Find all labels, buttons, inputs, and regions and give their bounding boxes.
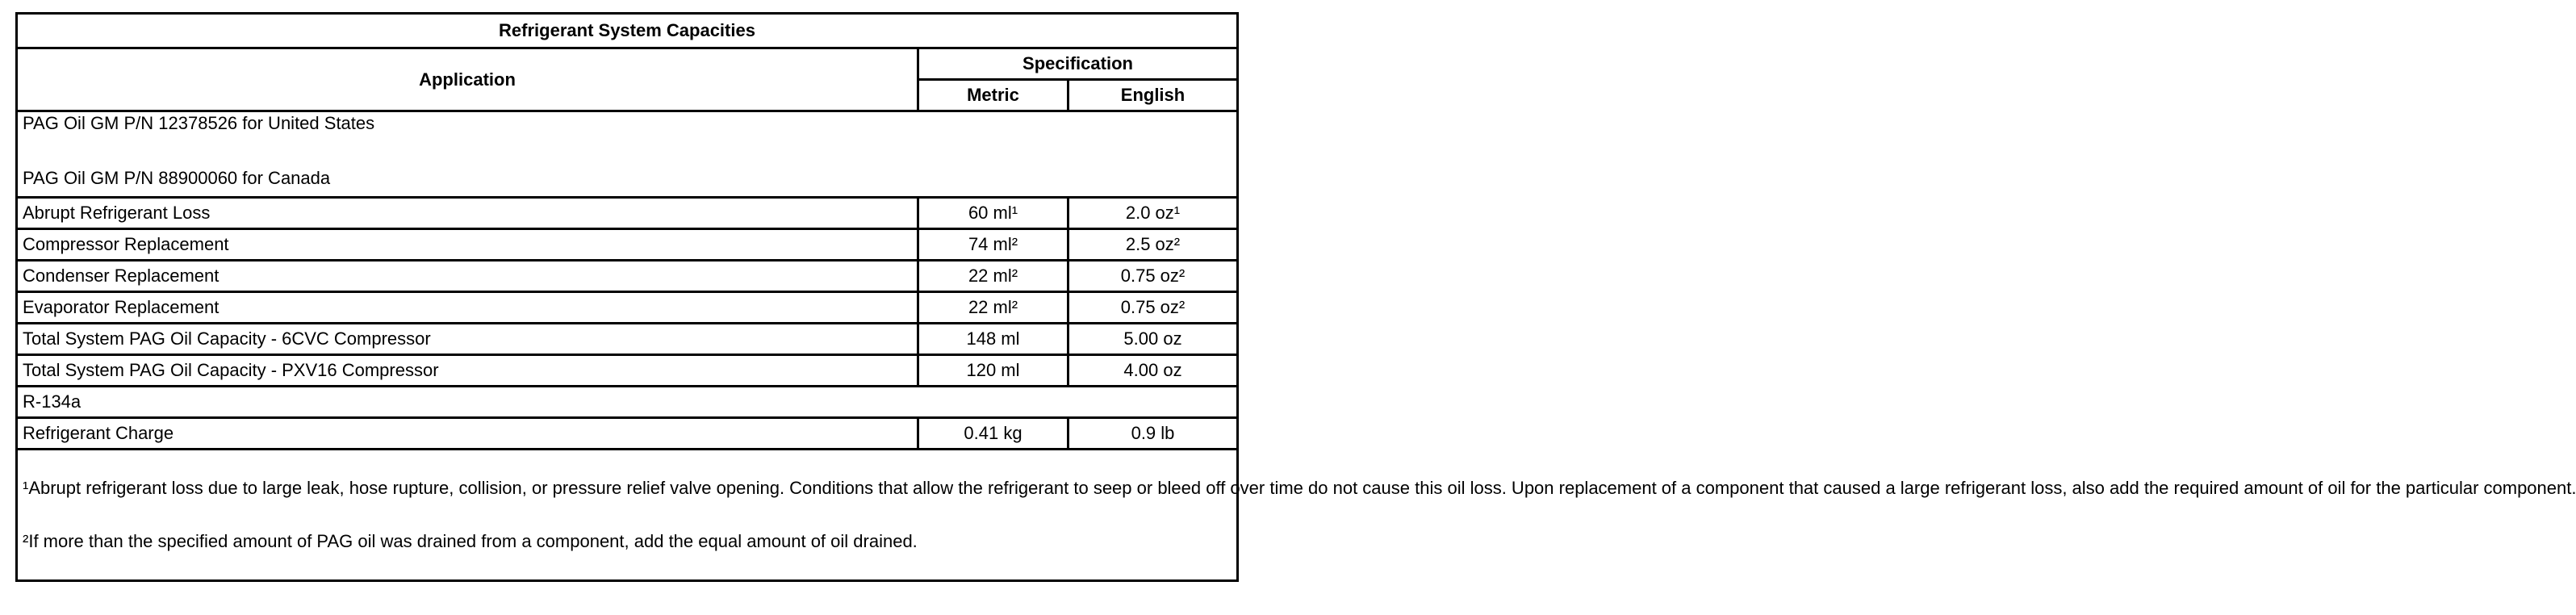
row-application: Total System PAG Oil Capacity - 6CVC Compressor [17, 324, 918, 355]
footnotes-cell [17, 450, 2576, 581]
pag-oil-canada: PAG Oil GM P/N 88900060 for Canada [23, 168, 331, 188]
row-english: 0.75 oz² [1068, 292, 1238, 324]
pag-oil-cell [17, 111, 1238, 198]
row-metric: 120 ml [918, 355, 1068, 387]
row-application: Evaporator Replacement [17, 292, 918, 324]
row-english: 0.9 lb [1068, 418, 1238, 450]
row-english: 4.00 oz [1068, 355, 1238, 387]
refrigerant-type-row [17, 387, 1238, 418]
header-metric: Metric [918, 80, 1068, 111]
row-metric: 60 ml¹ [918, 198, 1068, 229]
row-english: 2.5 oz² [1068, 229, 1238, 261]
table-title: Refrigerant System Capacities [17, 14, 1238, 48]
table-row [17, 261, 1238, 292]
row-metric: 74 ml² [918, 229, 1068, 261]
refrigerant-capacities-table [15, 12, 2576, 582]
pag-oil-spacer [23, 140, 1232, 168]
table-title-row [17, 14, 1238, 48]
table-row [17, 292, 1238, 324]
header-row-specification [17, 48, 1238, 80]
table-row [17, 324, 1238, 355]
pag-oil-row [17, 111, 1238, 198]
table-row [17, 355, 1238, 387]
row-metric: 22 ml² [918, 261, 1068, 292]
notes-row [17, 450, 1238, 581]
row-application: Condenser Replacement [17, 261, 918, 292]
header-specification: Specification [918, 48, 1238, 80]
footnote-2: ²If more than the specified amount of PAG oil was drained from a component, add the equal amount of oil drained. [23, 531, 918, 551]
row-application: Compressor Replacement [17, 229, 918, 261]
spec-table-container [15, 12, 2576, 582]
row-metric: 22 ml² [918, 292, 1068, 324]
table-row [17, 418, 1238, 450]
pag-oil-us: PAG Oil GM P/N 12378526 for United States [23, 113, 375, 133]
row-english: 5.00 oz [1068, 324, 1238, 355]
row-english: 0.75 oz² [1068, 261, 1238, 292]
row-english: 2.0 oz¹ [1068, 198, 1238, 229]
row-metric: 148 ml [918, 324, 1068, 355]
row-metric: 0.41 kg [918, 418, 1068, 450]
header-english: English [1068, 80, 1238, 111]
table-row [17, 198, 1238, 229]
footnote-1: ¹Abrupt refrigerant loss due to large leak, hose rupture, collision, or pressure relief valve opening. Conditions that allow the refrigerant to seep or bleed off over time do not cause this oil loss. Upon replacement of a component that caused a large refrigerant loss, also add the required amount of oil for the particular component. [23, 478, 2576, 498]
header-application: Application [17, 48, 918, 111]
row-application: Abrupt Refrigerant Loss [17, 198, 918, 229]
row-application: Refrigerant Charge [17, 418, 918, 450]
table-row [17, 229, 1238, 261]
row-application: Total System PAG Oil Capacity - PXV16 Compressor [17, 355, 918, 387]
refrigerant-type: R-134a [17, 387, 1238, 418]
